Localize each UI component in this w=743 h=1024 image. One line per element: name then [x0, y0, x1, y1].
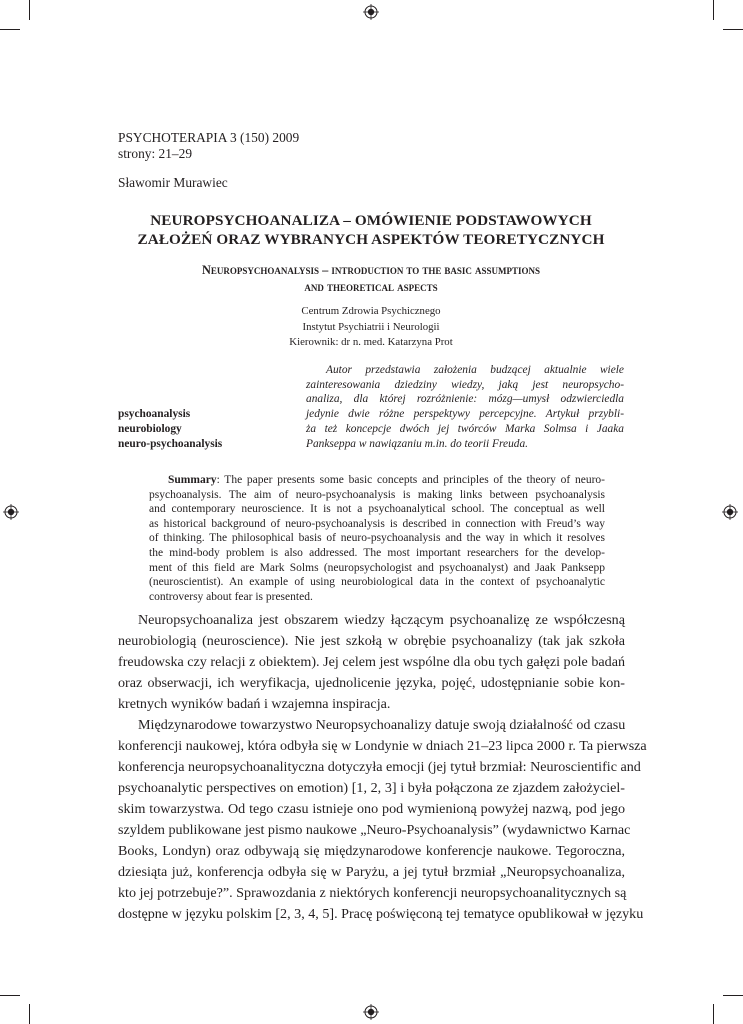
abstract-pl	[306, 363, 624, 451]
abstract-line: Autor przedstawia założenia budzącej aktualnie wiele	[326, 364, 624, 376]
summary-line: ment of this field are Mark Solms (neuropsychologist and psychoanalyst) and Jaak Panksepp	[149, 561, 605, 574]
summary-line: of thinking. The philosophical basis of neuro-psychoanalysis and the way in which it resolves	[149, 532, 605, 545]
keyword: neurobiology	[118, 423, 182, 435]
body-line: Międzynarodowe towarzystwo Neuropsychoanalizy datuje swoją działalność od czasu	[138, 717, 626, 733]
body-line: psychoanalytic perspectives on emotion) [1, 2, 3] i była połączona ze zjazdem założyciel-	[118, 780, 625, 796]
registration-mark-icon	[363, 4, 379, 20]
body-paragraph	[118, 610, 625, 715]
crop-mark-bottom-right-vertical	[713, 1004, 714, 1024]
summary-line: controversy about fear is presented.	[149, 590, 313, 603]
abstract-line: analiza, dla której rozróżnienie: mózg—umysł odzwierciedla	[306, 393, 624, 406]
page-range: strony: 21–29	[118, 146, 193, 161]
body-line: kto jej potrzebuje?”. Sprawozdania z niektórych konferencji neuropsychoanalitycznych są	[118, 885, 627, 901]
summary-en	[149, 473, 605, 604]
author-name: Sławomir Murawiec	[118, 175, 228, 190]
article-title-en	[100, 262, 642, 296]
body-line: dostępne w języku polskim [2, 3, 4, 5]. Pracę poświęconą tej tematyce opublikował w języku	[118, 906, 644, 922]
affiliation-line: Instytut Psychiatrii i Neurologii	[302, 320, 440, 333]
affiliation	[200, 304, 542, 351]
crop-mark-bottom-left-horizontal	[0, 995, 20, 996]
crop-mark-top-right-vertical	[713, 0, 714, 20]
abstract-line: Pankseppa w nawiązaniu m.in. do teorii Freuda.	[306, 437, 529, 450]
abstract-line: jedynie dwie różne perspektywy percepcyjne. Artykuł przybli-	[306, 408, 624, 421]
summary-line: as historical background of neuro-psychoanalysis is described in connection with Freud’s way	[149, 517, 605, 530]
crop-mark-top-left-horizontal	[0, 29, 20, 30]
keyword: neuro-psychoanalysis	[118, 438, 223, 450]
subtitle-line: Neuropsychoanalysis – introduction to the basic assumptions	[201, 263, 541, 277]
body-line: freudowska czy relacji z obiektem). Jej celem jest wspólne dla obu tych gałęzi pole badań	[118, 654, 625, 670]
body-line: Neuropsychoanaliza jest obszarem wiedzy łączącym psychoanalizę ze współczesną	[138, 612, 625, 628]
summary-line: and contemporary neuroscience. It is not a psychoanalytical school. The conceptual as well	[149, 503, 605, 516]
abstract-line: ża też koncepcje dwóch jej twórców Marka Solmsa i Jaaka	[306, 422, 624, 435]
summary-line: psychoanalysis. The aim of neuro-psychoanalysis is making links between psychoanalysis	[149, 488, 605, 501]
body-line: neurobiologią (neuroscience). Nie jest szkołą w obrębie psychoanalizy (tak jak szkoła	[118, 633, 625, 649]
crop-mark-bottom-left-vertical	[29, 1004, 30, 1024]
body-line: kretnych wyników badań i wzajemna inspiracja.	[118, 696, 391, 712]
crop-mark-bottom-right-horizontal	[723, 995, 743, 996]
journal-citation: PSYCHOTERAPIA 3 (150) 2009	[118, 130, 300, 145]
body-line: skim towarzystwa. Od tego czasu istnieje ono pod wymienioną powyżej nazwą, pod jego	[118, 801, 625, 817]
summary-text: : The paper presents some basic concepts and principles of the theory of neuro-	[216, 474, 605, 486]
body-line: szyldem publikowane jest pismo naukowe „Neuro-Psychoanalysis” (wydawnictwo Karnac	[118, 822, 631, 838]
registration-mark-icon	[722, 504, 738, 520]
abstract-line: zainteresowania dziedziny wiedzy, jaką jest neuropsycho-	[306, 378, 624, 391]
body-line: Books, Londyn) oraz odbywają się międzynarodowe konferencje naukowe. Tegoroczna,	[118, 843, 625, 859]
keywords	[118, 407, 222, 452]
summary-label: Summary	[168, 474, 217, 486]
affiliation-line: Centrum Zdrowia Psychicznego	[301, 305, 441, 317]
summary-line: the mind-body problem is also addressed. The most important researchers for the develop-	[149, 546, 605, 559]
crop-mark-top-left-vertical	[29, 0, 30, 20]
body-paragraph	[118, 715, 647, 925]
body-line: dziesiąta już, konferencja odbyła się w Paryżu, a jej tytuł brzmiał „Neuropsychoanaliza,	[118, 864, 625, 880]
article-title-pl	[100, 211, 642, 249]
crop-mark-top-right-horizontal	[723, 29, 743, 30]
body-line: konferencji naukowej, która odbyła się w Londynie w dniach 21–23 lipca 2000 r. Ta pierwsza	[118, 738, 647, 754]
title-line: NEUROPSYCHOANALIZA – OMÓWIENIE PODSTAWOWYCH	[150, 212, 592, 229]
registration-mark-icon	[3, 504, 19, 520]
body-line: oraz obserwacji, ich weryfikacja, ujednolicenie języka, pojęć, udostępnianie sobie kon-	[118, 675, 625, 691]
summary-line	[149, 473, 605, 488]
title-line: ZAŁOŻEŃ ORAZ WYBRANYCH ASPEKTÓW TEORETYCZNYCH	[137, 231, 605, 248]
affiliation-line: Kierownik: dr n. med. Katarzyna Prot	[289, 336, 453, 348]
summary-line: (neuroscientist). An example of using neurobiological data in the context of psychoanalytic	[149, 576, 605, 589]
keyword: psychoanalysis	[118, 408, 191, 420]
registration-mark-icon	[363, 1004, 379, 1020]
subtitle-line: and theoretical aspects	[304, 280, 438, 294]
body-line: konferencja neuropsychoanalityczna dotyczyła emocji (jej tytuł brzmiał: Neuroscientific and	[118, 759, 641, 775]
